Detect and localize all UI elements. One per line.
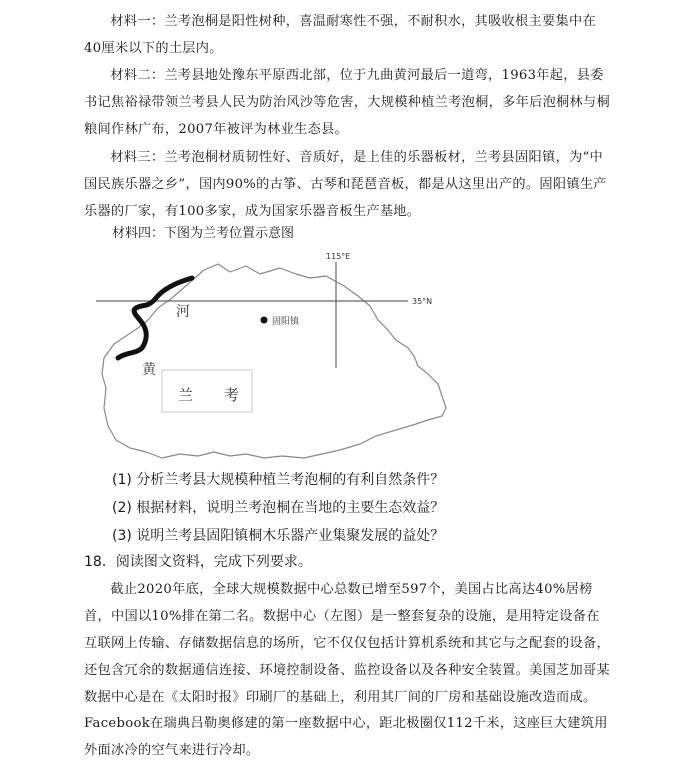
river-char-he: 河 [176, 304, 190, 320]
meridian-label: 115°E [326, 252, 351, 261]
material-four-label: 材料四：下图为兰考位置示意图 [112, 226, 295, 241]
guyang-town-dot [261, 317, 268, 324]
question-1: (1) 分析兰考县大规模种植兰考泡桐的有利自然条件？ [112, 472, 445, 488]
material-two-paragraph: 材料二：兰考县地处豫东平原西北部，位于九曲黄河最后一道弯，1963年起，县委书记焦裕禄带领兰考县人民为防治风沙等危害，大规模种植兰考泡桐，多年后泡桐林与桐粮间作林广布，2007年被评为林业生态县。 [84, 68, 611, 137]
question-18-heading: 18．阅读图文资料，完成下列要求。 [84, 554, 312, 570]
guyang-town-label: 固阳镇 [272, 317, 300, 327]
county-char-lan: 兰 [178, 386, 194, 404]
question-18-paragraph-1: 截止2020年底，全球大规模数据中心总数已增至597个，美国占比高达40%居榜首，中国以10%排在第二名。数据中心（左图）是一整套复杂的设施，是用特定设备在互联网上传输、存储数据信息的场所，它不仅仅包括计算机系统和其它与之配套的设备，还包含冗余的数据通信连接、环境控制设备、监控设备以及各种安全装置。美国芝加哥某数据中心是在《太阳时报》印刷厂的基础上，利用其厂间的厂房和基础设施改造而成。 [84, 582, 611, 705]
river-char-huang: 黄 [142, 362, 156, 378]
material-one-paragraph: 材料一：兰考泡桐是阳性树种，喜温耐寒性不强，不耐积水，其吸收根主要集中在40厘米以下的土层内。 [84, 14, 596, 56]
material-three-paragraph: 材料三：兰考泡桐材质韧性好、音质好，是上佳的乐器板材，兰考县固阳镇，为“中国民族乐器之乡”，国内90%的古筝、古琴和琵琶音板，都是从这里出产的。固阳镇生产乐器的厂家，有100多家，成为国家乐器音板生产基地。 [84, 150, 607, 219]
parallel-label: 35°N [412, 297, 433, 306]
county-char-kao: 考 [224, 386, 240, 404]
lankao-location-map [96, 248, 452, 462]
question-2: (2) 根据材料，说明兰考泡桐在当地的主要生态效益？ [112, 500, 445, 516]
question-18-paragraph-2: Facebook在瑞典吕勒奥修建的第一座数据中心，距北极圈仅112千米，这座巨大建筑用外面冰冷的空气来进行冷却。 [84, 716, 608, 758]
county-boundary [102, 264, 446, 458]
question-3: (3) 说明兰考县固阳镇桐木乐器产业集聚发展的益处？ [112, 528, 445, 544]
